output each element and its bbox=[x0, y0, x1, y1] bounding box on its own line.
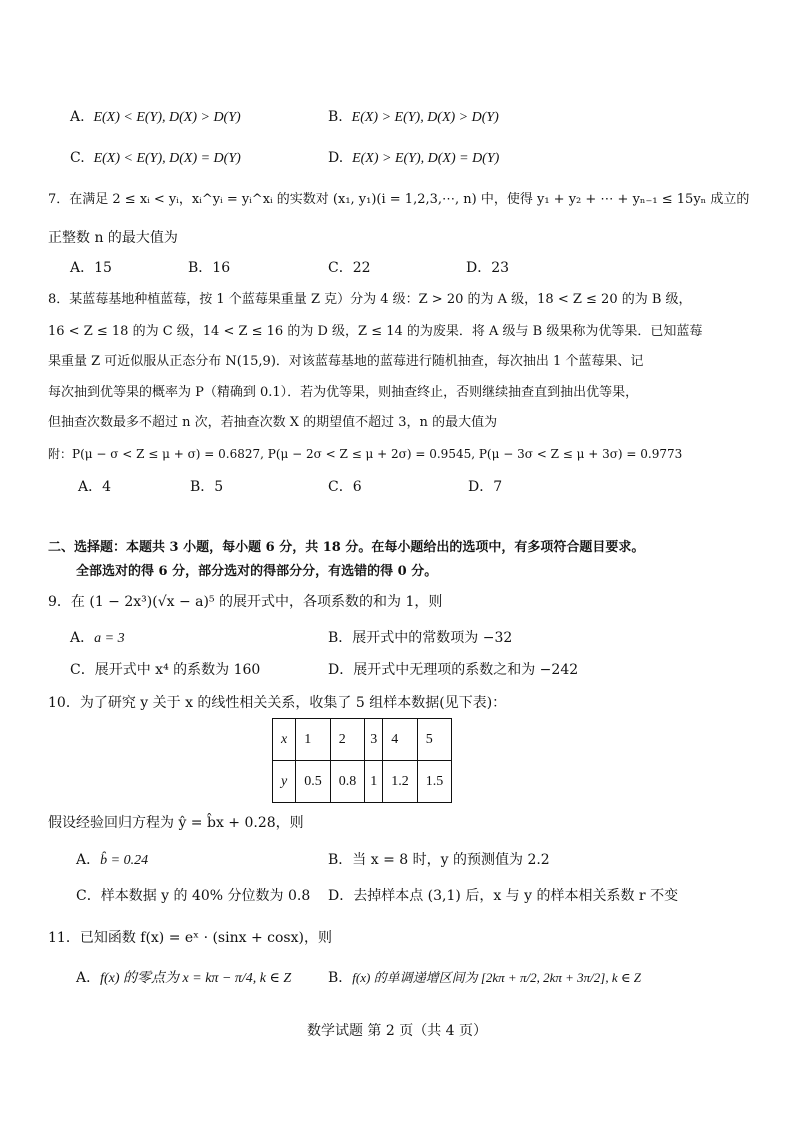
section2-instructions: 全部选对的得 6 分，部分选对的得部分分，有选错的得 0 分。 bbox=[76, 564, 438, 579]
table-cell: 2 bbox=[330, 719, 365, 761]
q7-option-a: A．15 bbox=[70, 260, 112, 276]
table-cell: y bbox=[273, 761, 296, 803]
q7-option-d: D．23 bbox=[466, 260, 510, 276]
q6-option-a: A. E(X) < E(Y), D(X) > D(Y) bbox=[70, 109, 241, 125]
table-cell: 5 bbox=[417, 719, 452, 761]
q11-option-b: B．f(x) 的单调递增区间为 [2kπ + π/2, 2kπ + 3π/2], k ∈ Z bbox=[328, 970, 641, 986]
q6-option-b: B. E(X) > E(Y), D(X) > D(Y) bbox=[328, 109, 499, 125]
q9-option-a: A．a = 3 bbox=[70, 630, 125, 646]
table-cell: 0.8 bbox=[330, 761, 365, 803]
table-cell: x bbox=[273, 719, 296, 761]
q6-option-c: C. E(X) < E(Y), D(X) = D(Y) bbox=[70, 150, 241, 166]
q8-option-b: B．5 bbox=[190, 479, 224, 495]
q7-stem-line1: 7．在满足 2 ≤ xᵢ < yᵢ，xᵢ^yᵢ = yᵢ^xᵢ 的实数对 (x₁, y₁)(i = 1,2,3,⋯, n) 中，使得 y₁ + y₂ + ⋯ + yₙ₋₁ ≤ 15yₙ 成立的 bbox=[48, 192, 750, 207]
table-row-y bbox=[273, 761, 452, 803]
q8-option-a: A．4 bbox=[78, 479, 112, 495]
q10-option-c: C．样本数据 y 的 40% 分位数为 0.8 bbox=[76, 888, 311, 904]
table-cell: 3 bbox=[365, 719, 383, 761]
table-cell: 1.5 bbox=[417, 761, 452, 803]
q7-option-b: B．16 bbox=[188, 260, 231, 276]
table-cell: 1 bbox=[296, 719, 331, 761]
q9-option-b: B．展开式中的常数项为 −32 bbox=[328, 630, 513, 646]
section2-heading: 二、选择题：本题共 3 小题，每小题 6 分，共 18 分。在每小题给出的选项中，有多项符合题目要求。 bbox=[48, 540, 645, 555]
q8-stem-line2: 16 < Z ≤ 18 的为 C 级，14 < Z ≤ 16 的为 D 级，Z ≤ 14 的为废果．将 A 级与 B 级果称为优等果．已知蓝莓 bbox=[48, 324, 703, 339]
table-cell: 0.5 bbox=[296, 761, 331, 803]
q10-option-d: D．去掉样本点 (3,1) 后，x 与 y 的样本相关系数 r 不变 bbox=[328, 888, 679, 904]
q7-stem-line2: 正整数 n 的最大值为 bbox=[48, 230, 178, 246]
q8-stem-line3: 果重量 Z 可近似服从正态分布 N(15,9)．对该蓝莓基地的蓝莓进行随机抽查，每次抽出 1 个蓝莓果、记 bbox=[48, 354, 644, 369]
table-cell: 1 bbox=[365, 761, 383, 803]
q9-option-c: C．展开式中 x⁴ 的系数为 160 bbox=[70, 662, 261, 678]
q9-stem: 9．在 (1 − 2x³)(√x − a)⁵ 的展开式中，各项系数的和为 1，则 bbox=[48, 594, 443, 610]
q7-option-c: C．22 bbox=[328, 260, 371, 276]
q8-stem-line1: 8．某蓝莓基地种植蓝莓，按 1 个蓝莓果重量 Z 克）分为 4 级：Z > 20 的为 A 级，18 < Z ≤ 20 的为 B 级， bbox=[48, 292, 692, 307]
q10-option-a: A．b̂ = 0.24 bbox=[76, 852, 149, 868]
q6-option-d: D. E(X) > E(Y), D(X) = D(Y) bbox=[328, 150, 500, 166]
q8-option-c: C．6 bbox=[328, 479, 362, 495]
page-footer: 数学试题 第 2 页（共 4 页） bbox=[306, 1023, 488, 1039]
q8-option-d: D．7 bbox=[468, 479, 503, 495]
q8-stem-line4: 每次抽到优等果的概率为 P（精确到 0.1）．若为优等果，则抽查终止，否则继续抽查直到抽出优等果， bbox=[48, 385, 639, 400]
table-cell: 4 bbox=[383, 719, 418, 761]
q8-appendix: 附：P(μ − σ < Z ≤ μ + σ) = 0.6827, P(μ − 2σ < Z ≤ μ + 2σ) = 0.9545, P(μ − 3σ < Z ≤ μ + 3σ) = 0.9773 bbox=[48, 447, 683, 461]
q10-regression: 假设经验回归方程为 ŷ = b̂x + 0.28，则 bbox=[48, 815, 304, 831]
table-cell: 1.2 bbox=[383, 761, 418, 803]
q11-option-a: A．f(x) 的零点为 x = kπ − π/4, k ∈ Z bbox=[76, 970, 292, 986]
q8-stem-line5: 但抽查次数最多不超过 n 次，若抽查次数 X 的期望值不超过 3，n 的最大值为 bbox=[48, 415, 498, 430]
q9-option-d: D．展开式中无理项的系数之和为 −242 bbox=[328, 662, 579, 678]
table-row-x bbox=[273, 719, 452, 761]
q10-option-b: B．当 x = 8 时，y 的预测值为 2.2 bbox=[328, 852, 550, 868]
q10-stem: 10．为了研究 y 关于 x 的线性相关关系，收集了 5 组样本数据(见下表)： bbox=[48, 695, 507, 711]
q11-stem: 11．已知函数 f(x) = eˣ · (sinx + cosx)，则 bbox=[48, 930, 332, 946]
q10-data-table bbox=[272, 718, 452, 803]
